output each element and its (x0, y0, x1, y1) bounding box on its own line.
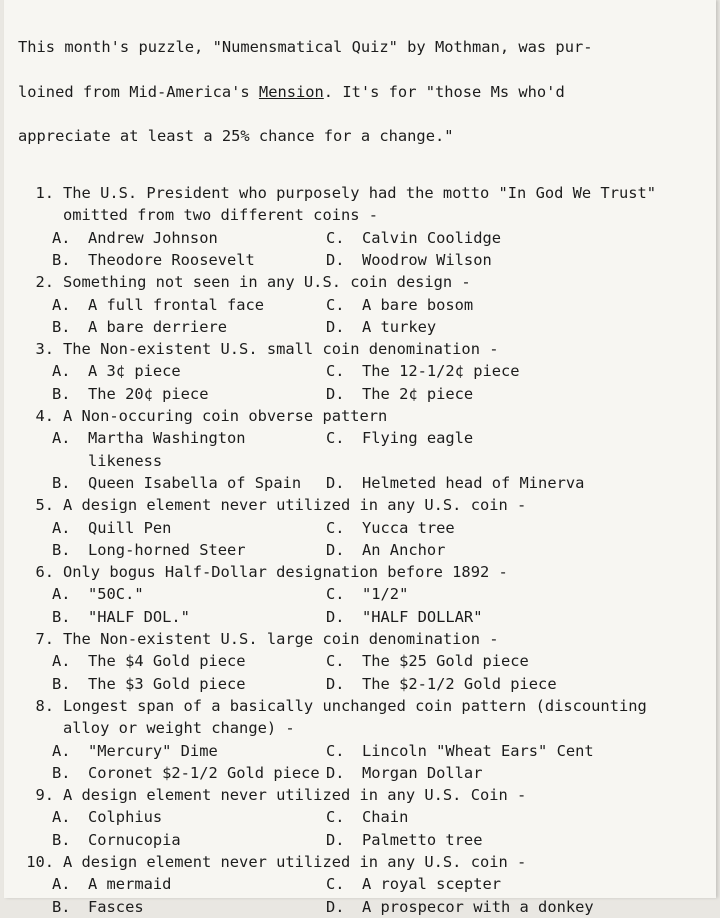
answer-option: The $4 Gold piece (88, 652, 246, 671)
answer-letter: A. (52, 228, 71, 247)
answer-letter: B. (52, 317, 71, 336)
mension-underlined: Mension (258, 82, 324, 101)
answer-letter: B. (52, 830, 71, 849)
question-header (18, 561, 698, 583)
answer-letter: D. (326, 540, 345, 559)
question-header (18, 628, 698, 650)
answer-option: Colphius (88, 808, 163, 827)
question-10 (18, 851, 698, 918)
question-text: Only bogus Half-Dollar designation before 1892 - (63, 563, 508, 582)
quiz-document (18, 14, 698, 918)
answer-letter: B. (52, 763, 71, 782)
question-text: The U.S. President who purposely had the motto "In God We Trust" omitted from two different coins - (63, 184, 657, 225)
question-number: 4. (35, 407, 54, 426)
answer-row (52, 249, 698, 271)
question-2 (18, 271, 698, 338)
answer-letter: A. (52, 875, 71, 894)
answer-letter: D. (326, 674, 345, 693)
question-header (18, 784, 698, 806)
question-text: A design element never utilized in any U.S. Coin - (63, 786, 527, 805)
answer-option: Fasces (88, 897, 144, 916)
answer-row (52, 517, 698, 539)
answer-letter: A. (52, 362, 71, 381)
answer-option: A full frontal face (88, 295, 265, 314)
question-text: A design element never utilized in any U.S. coin - (63, 852, 527, 871)
answer-option: "HALF DOL." (88, 607, 190, 626)
answer-letter: D. (326, 607, 345, 626)
answer-option: A 3¢ piece (88, 362, 181, 381)
answer-option: Coronet $2-1/2 Gold piece (88, 763, 320, 782)
answer-letter: A. (52, 585, 71, 604)
answer-letter: A. (52, 295, 71, 314)
answer-row (52, 829, 698, 851)
answer-option: Woodrow Wilson (362, 250, 492, 269)
question-text: The Non-existent U.S. small coin denomination - (63, 340, 499, 359)
answer-letter: D. (326, 897, 345, 916)
answer-row (52, 360, 698, 382)
answer-row (52, 427, 698, 472)
question-number: 2. (35, 273, 54, 292)
answer-row (52, 806, 698, 828)
answer-option: A prospecor with a donkey (362, 897, 594, 916)
question-6 (18, 561, 698, 628)
answer-letter: A. (52, 518, 71, 537)
answer-option: A royal scepter (362, 875, 501, 894)
question-text: Something not seen in any U.S. coin design - (63, 273, 471, 292)
answer-letter: C. (326, 652, 345, 671)
answer-letter: B. (52, 250, 71, 269)
answer-option: Long-horned Steer (88, 540, 246, 559)
answer-option: Calvin Coolidge (362, 228, 501, 247)
answer-option: Palmetto tree (362, 830, 483, 849)
answer-option: A turkey (362, 317, 437, 336)
question-number: 7. (35, 630, 54, 649)
question-4 (18, 405, 698, 494)
answer-option: The 12-1/2¢ piece (362, 362, 520, 381)
answer-letter: B. (52, 674, 71, 693)
answer-row (52, 472, 698, 494)
answer-option: The $2-1/2 Gold piece (362, 674, 557, 693)
answer-letter: D. (326, 250, 345, 269)
answer-letter: D. (326, 473, 345, 492)
answer-letter: D. (326, 830, 345, 849)
answer-option: Chain (362, 808, 409, 827)
question-number: 1. (35, 184, 54, 203)
answer-letter: C. (326, 429, 345, 448)
answer-letter: D. (326, 763, 345, 782)
answer-option: The 2¢ piece (362, 384, 474, 403)
answer-option: Yucca tree (362, 518, 455, 537)
question-number: 9. (35, 786, 54, 805)
answer-letter: A. (52, 741, 71, 760)
answer-row (52, 896, 698, 918)
answer-row (52, 583, 698, 605)
answer-letter: C. (326, 362, 345, 381)
question-1 (18, 182, 698, 271)
question-3 (18, 338, 698, 405)
answer-option: Flying eagle (362, 429, 474, 448)
answer-letter: C. (326, 875, 345, 894)
answer-option: A bare derriere (88, 317, 227, 336)
answer-option: Cornucopia (88, 830, 181, 849)
answer-option: An Anchor (362, 540, 446, 559)
answer-letter: B. (52, 897, 71, 916)
answer-letter: C. (326, 295, 345, 314)
question-header (18, 338, 698, 360)
answer-option: A mermaid (88, 875, 172, 894)
answer-option: Lincoln "Wheat Ears" Cent (362, 741, 594, 760)
answer-letter: C. (326, 228, 345, 247)
answer-option: "HALF DOLLAR" (362, 607, 483, 626)
intro-line-2-end: . It's for "those Ms who'd (323, 82, 565, 101)
answer-option: "Mercury" Dime (88, 741, 218, 760)
answer-letter: D. (326, 317, 345, 336)
answer-letter: C. (326, 585, 345, 604)
question-header (18, 494, 698, 516)
intro-line-3: appreciate at least a 25% chance for a change." (18, 127, 454, 146)
answer-letter: A. (52, 808, 71, 827)
answer-row (52, 606, 698, 628)
intro-line-2-start: loined from Mid-America's (18, 82, 259, 101)
question-text: A design element never utilized in any U.S. coin - (63, 496, 527, 515)
answer-option: Morgan Dollar (362, 763, 483, 782)
question-number: 6. (35, 563, 54, 582)
question-text: A Non-occuring coin obverse pattern (63, 407, 388, 426)
answer-option: Queen Isabella of Spain (88, 473, 302, 492)
answer-letter: B. (52, 473, 71, 492)
answer-row (52, 294, 698, 316)
question-7 (18, 628, 698, 695)
answer-row (52, 740, 698, 762)
answer-option: Andrew Johnson (88, 228, 218, 247)
answer-option: Helmeted head of Minerva (362, 473, 585, 492)
answer-letter: C. (326, 518, 345, 537)
answer-row (52, 673, 698, 695)
answer-option: The 20¢ piece (88, 384, 209, 403)
answer-option: Quill Pen (88, 518, 172, 537)
answer-letter: A. (52, 652, 71, 671)
answer-option: A bare bosom (362, 295, 474, 314)
answer-option: Martha Washington likeness (88, 429, 246, 470)
answer-row (52, 873, 698, 895)
answer-option: "50C." (88, 585, 144, 604)
answer-row (52, 316, 698, 338)
intro-paragraph (18, 14, 698, 170)
intro-line-1: This month's puzzle, "Numensmatical Quiz" by Mothman, was pur- (18, 38, 593, 57)
answer-row (52, 383, 698, 405)
answer-row (52, 650, 698, 672)
question-header (18, 182, 698, 227)
answer-letter: A. (52, 429, 71, 448)
question-text: The Non-existent U.S. large coin denomination - (63, 630, 499, 649)
answer-option: "1/2" (362, 585, 409, 604)
question-header (18, 405, 698, 427)
question-8 (18, 695, 698, 784)
question-number: 8. (35, 696, 54, 715)
answer-letter: B. (52, 607, 71, 626)
question-header (18, 695, 698, 740)
question-list (18, 182, 698, 918)
question-9 (18, 784, 698, 851)
question-header (18, 271, 698, 293)
answer-letter: B. (52, 384, 71, 403)
answer-option: The $25 Gold piece (362, 652, 529, 671)
question-number: 3. (35, 340, 54, 359)
question-number: 10. (26, 852, 54, 871)
answer-row (52, 539, 698, 561)
answer-row (52, 762, 698, 784)
question-5 (18, 494, 698, 561)
answer-letter: D. (326, 384, 345, 403)
question-header (18, 851, 698, 873)
answer-row (52, 227, 698, 249)
answer-letter: B. (52, 540, 71, 559)
answer-letter: C. (326, 808, 345, 827)
answer-letter: C. (326, 741, 345, 760)
answer-option: Theodore Roosevelt (88, 250, 255, 269)
question-text: Longest span of a basically unchanged coin pattern (discounting alloy or weight change) - (63, 696, 647, 738)
question-number: 5. (35, 496, 54, 515)
paper-sheet (4, 0, 716, 916)
intro-line-2 (18, 81, 698, 103)
answer-option: The $3 Gold piece (88, 674, 246, 693)
